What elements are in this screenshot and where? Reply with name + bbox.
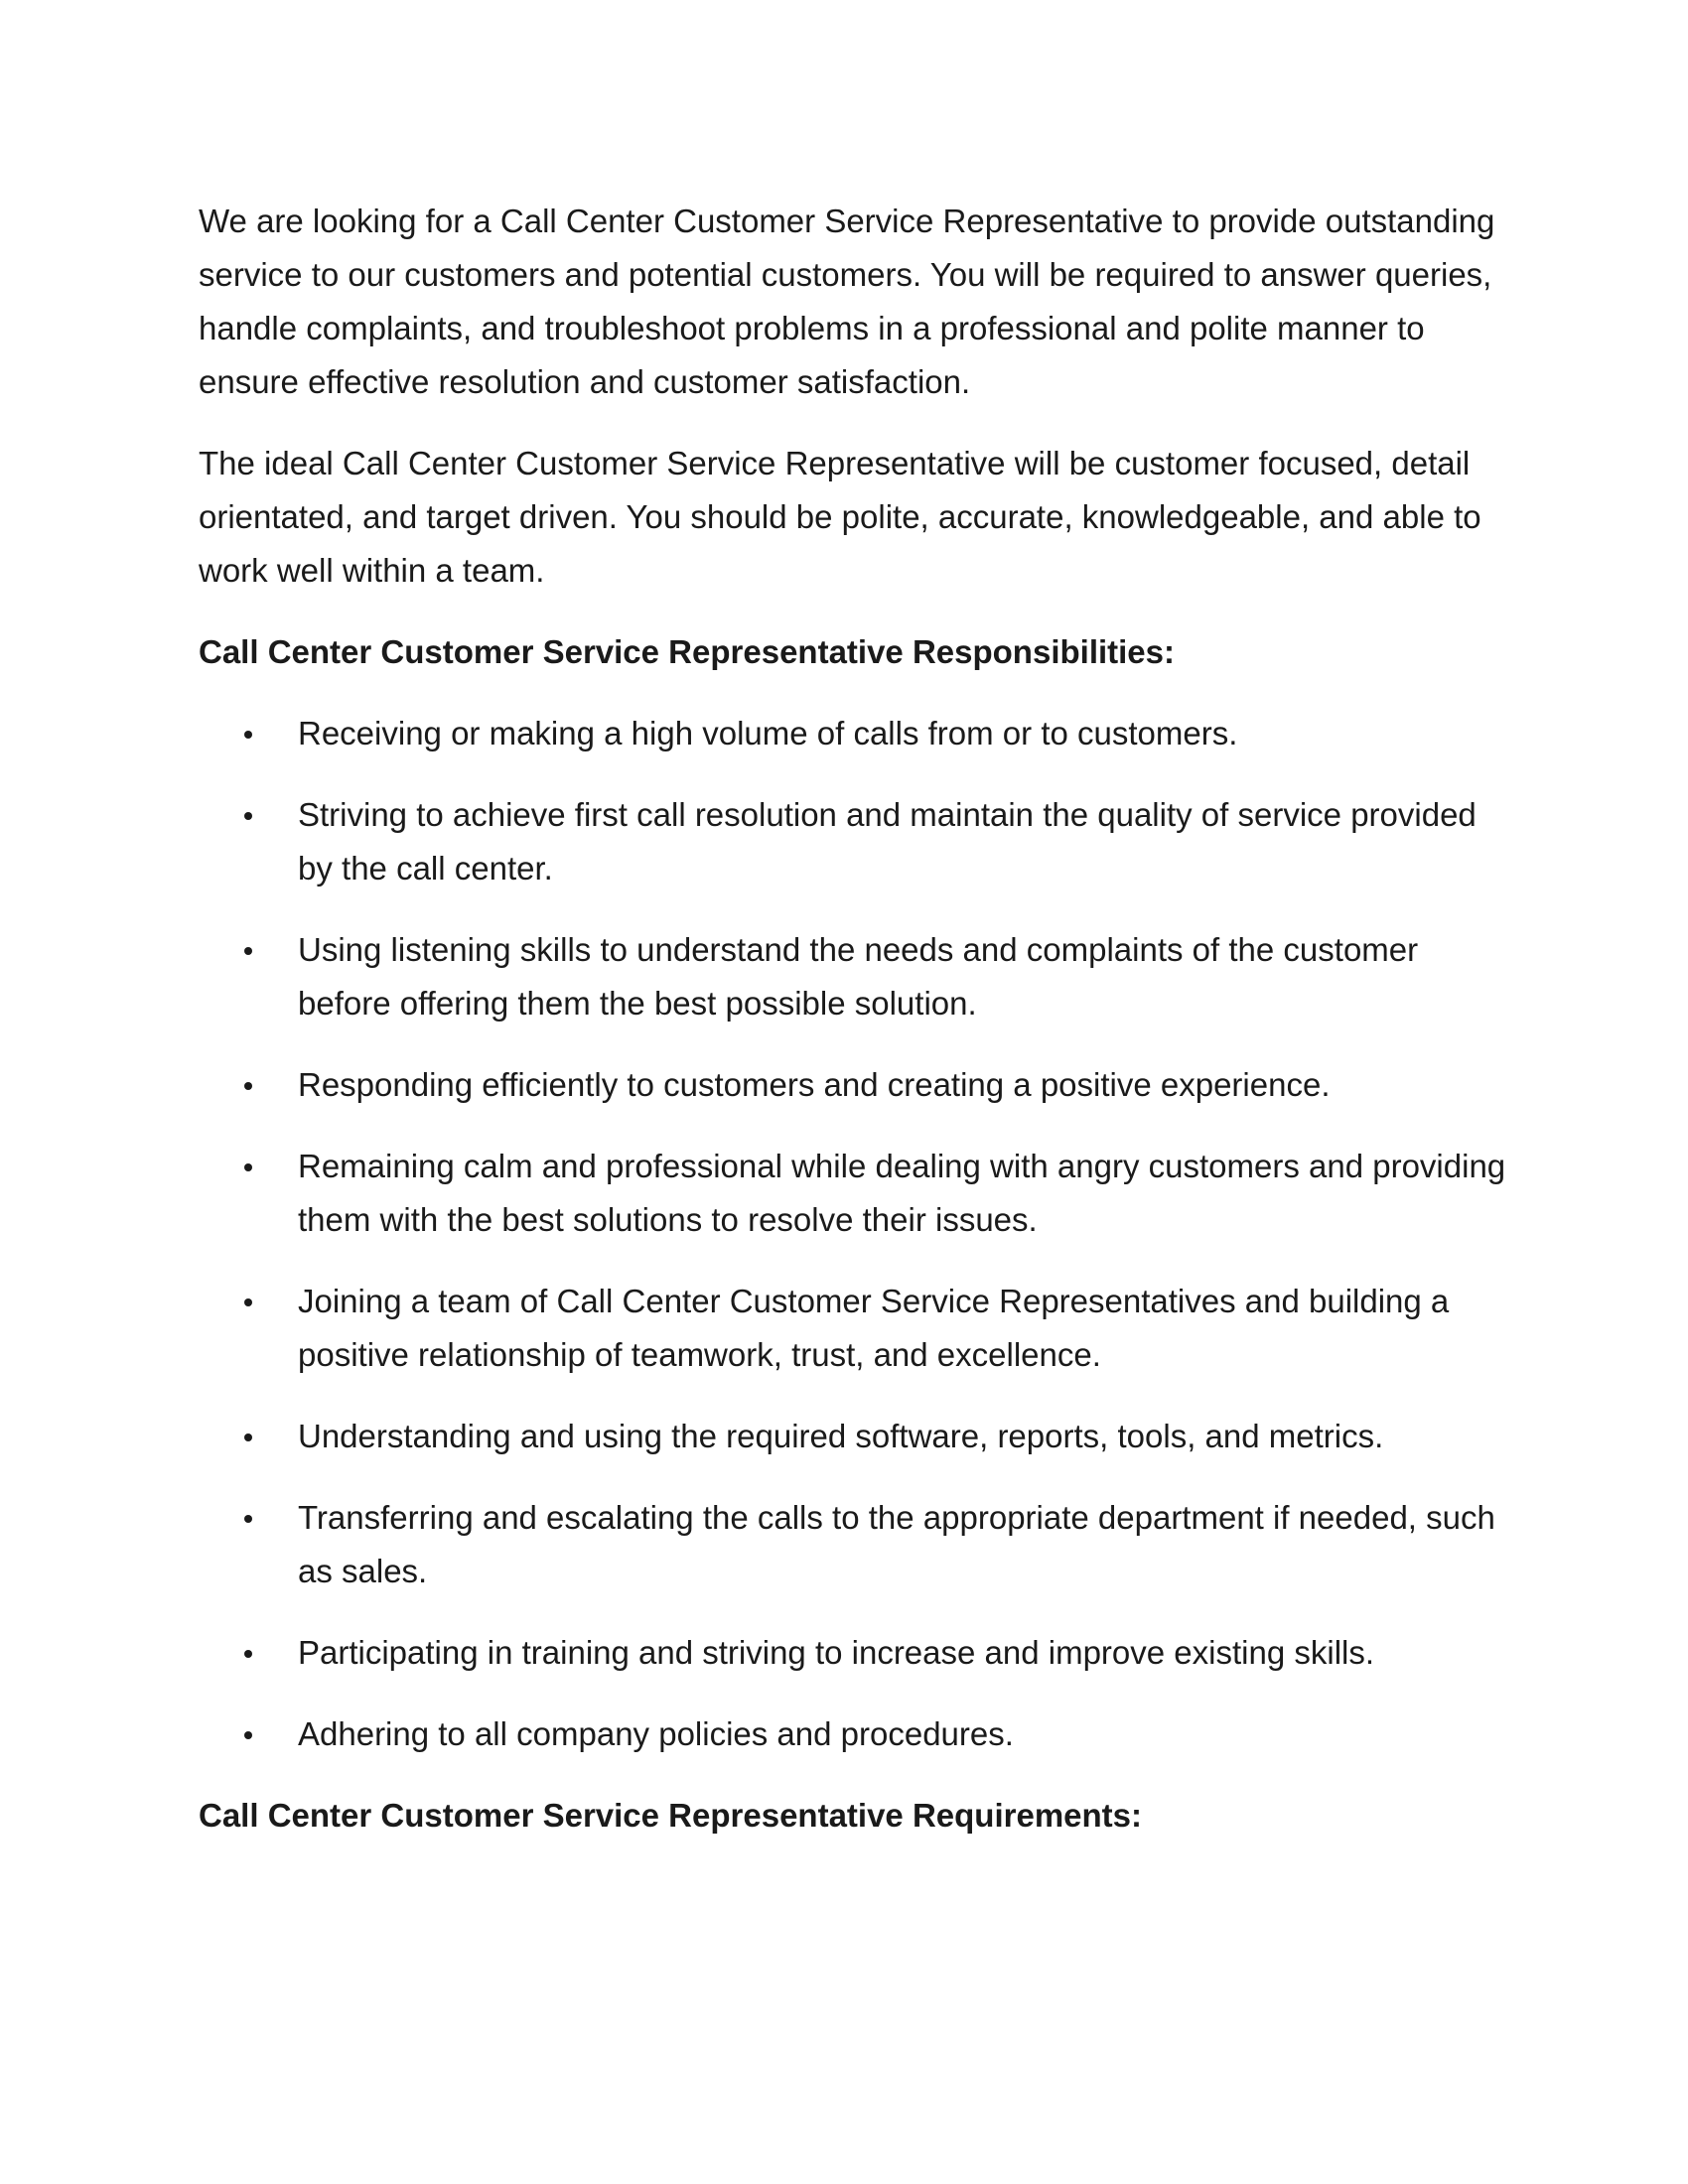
bullet-icon [244,812,252,820]
bullet-icon [244,1082,252,1090]
list-item [199,1275,1519,1382]
responsibilities-list [199,707,1519,1761]
list-item-text: Striving to achieve first call resolution and maintain the quality of service provided by the call center. [298,796,1477,887]
requirements-heading: Call Center Customer Service Representative Requirements: [199,1797,1143,1834]
bullet-icon [244,1163,252,1171]
bullet-icon [244,1298,252,1306]
intro-paragraph-1: We are looking for a Call Center Customer Service Representative to provide outstanding service to our customers and potential customers. You will be required to answer queries, handle complaints, and troubleshoot problems in a professional and polite manner to ensure effective resolution and customer satisfaction. [199,203,1495,400]
bullet-icon [244,1731,252,1739]
list-item-text: Transferring and escalating the calls to the appropriate department if needed, such as sales. [298,1499,1495,1589]
responsibilities-heading: Call Center Customer Service Representative Responsibilities: [199,633,1176,670]
list-item [199,1410,1519,1463]
list-item [199,1140,1519,1247]
list-item-text: Adhering to all company policies and procedures. [298,1715,1014,1752]
list-item-text: Joining a team of Call Center Customer Service Representatives and building a positive relationship of teamwork, trust, and excellence. [298,1283,1450,1373]
bullet-icon [244,1515,252,1523]
document-page [199,195,1519,1870]
list-item [199,788,1519,895]
list-item-text: Responding efficiently to customers and creating a positive experience. [298,1066,1331,1103]
list-item [199,1707,1519,1761]
bullet-icon [244,947,252,955]
list-item [199,1058,1519,1112]
list-item-text: Remaining calm and professional while dealing with angry customers and providing them with the best solutions to resolve their issues. [298,1148,1506,1238]
list-item [199,923,1519,1030]
list-item-text: Receiving or making a high volume of calls from or to customers. [298,715,1238,751]
list-item [199,1491,1519,1598]
list-item-text: Participating in training and striving to increase and improve existing skills. [298,1634,1375,1671]
bullet-icon [244,731,252,739]
bullet-icon [244,1650,252,1658]
list-item [199,707,1519,760]
list-item [199,1626,1519,1680]
list-item-text: Using listening skills to understand the needs and complaints of the customer before offering them the best possible solution. [298,931,1419,1022]
bullet-icon [244,1433,252,1441]
list-item-text: Understanding and using the required software, reports, tools, and metrics. [298,1418,1384,1454]
intro-paragraph-2: The ideal Call Center Customer Service Representative will be customer focused, detail orientated, and target driven. You should be polite, accurate, knowledgeable, and able to work well within a team. [199,445,1481,589]
